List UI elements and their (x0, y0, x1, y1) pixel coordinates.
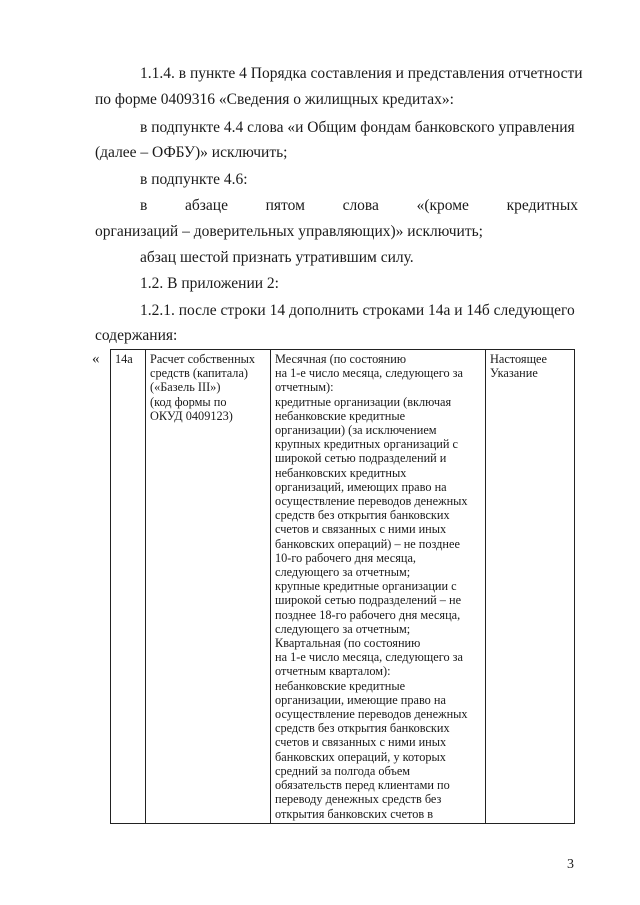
periodicity-line: осуществление переводов денежных (275, 494, 468, 509)
periodicity-line: небанковские кредитные (275, 678, 406, 693)
row-number: 14а (115, 352, 133, 366)
periodicity-line: организации) (за исключением (275, 423, 437, 438)
paragraph-1-line-2: по форме 0409316 «Сведения о жилищных кредитах»: (95, 91, 454, 108)
periodicity-line: средний за полгода объем (275, 763, 411, 778)
form-name-line: ОКУД 0409123) (150, 408, 233, 423)
opening-quote-mark: « (92, 351, 100, 367)
form-name-cell (146, 350, 271, 824)
periodicity-line: счетов и связанных с ними иных (275, 522, 447, 537)
periodicity-line: Квартальная (по состоянию (275, 636, 421, 651)
periodicity-cell (271, 350, 486, 824)
periodicity-line: кредитные организации (включая (275, 394, 452, 409)
periodicity-line: небанковских кредитных (275, 465, 407, 480)
word: кредитных (506, 197, 578, 214)
reporting-forms-table (110, 349, 575, 824)
paragraph-2-line-2: (далее – ОФБУ)» исключить; (95, 144, 288, 161)
periodicity-line: средств без открытия банковских (275, 721, 450, 736)
basis-line: Указание (490, 366, 538, 381)
periodicity-line: крупные кредитные организации с (275, 579, 457, 594)
paragraph-7-line-1: 1.2.1. после строки 14 дополнить строками 14а и 14б следующего (140, 302, 575, 319)
paragraph-7-line-2: содержания: (95, 327, 178, 344)
periodicity-line: широкой сетью подразделений – не (275, 593, 462, 608)
periodicity-line: средств без открытия банковских (275, 508, 450, 523)
periodicity-line: позднее 18-го рабочего дня месяца, (275, 607, 461, 622)
periodicity-line: открытия банковских счетов в (275, 806, 434, 821)
periodicity-line: крупных кредитных организаций с (275, 437, 459, 452)
periodicity-line: обязательств перед клиентами по (275, 778, 450, 793)
form-name-line: (код формы по (150, 394, 227, 409)
basis-line: Настоящее (490, 352, 547, 366)
periodicity-line: отчетным): (275, 380, 334, 395)
periodicity-line: Месячная (по состоянию (275, 352, 407, 366)
form-name-line: Расчет собственных (150, 352, 256, 366)
periodicity-line: банковских операций, у которых (275, 749, 446, 764)
paragraph-2-line-1: в подпункте 4.4 слова «и Общим фондам банковского управления (140, 119, 575, 136)
basis-cell (486, 350, 575, 824)
periodicity-line: следующего за отчетным; (275, 565, 411, 580)
word: слова (342, 197, 379, 214)
word: абзаце (185, 197, 228, 214)
word: пятом (265, 197, 305, 214)
form-name-line: («Базель III») (150, 380, 221, 395)
periodicity-line: 10-го рабочего дня месяца, (275, 550, 416, 565)
periodicity-line: организаций, имеющих право на (275, 479, 447, 494)
periodicity-line: небанковские кредитные (275, 408, 406, 423)
word: «(кроме (416, 197, 469, 214)
table-row (111, 350, 575, 824)
paragraph-6: 1.2. В приложении 2: (140, 275, 279, 292)
periodicity-line: банковских операций) – не позднее (275, 536, 460, 551)
periodicity-line: осуществление переводов денежных (275, 707, 468, 722)
periodicity-line: на 1-е число месяца, следующего за (275, 650, 464, 665)
paragraph-4-line-2: организаций – доверительных управляющих)» исключить; (95, 223, 483, 240)
periodicity-line: на 1-е число месяца, следующего за (275, 366, 464, 381)
paragraph-1-line-1: 1.1.4. в пункте 4 Порядка составления и представления отчетности (140, 65, 583, 82)
periodicity-line: переводу денежных средств без (275, 792, 442, 807)
periodicity-line: счетов и связанных с ними иных (275, 735, 447, 750)
paragraph-5: абзац шестой признать утратившим силу. (140, 249, 414, 266)
paragraph-4-line-1 (140, 196, 578, 216)
periodicity-line: отчетным кварталом): (275, 664, 391, 679)
word: в (140, 197, 148, 214)
periodicity-line: организации, имеющие право на (275, 692, 446, 707)
page-number: 3 (567, 857, 574, 872)
periodicity-line: широкой сетью подразделений и (275, 451, 447, 466)
periodicity-line: следующего за отчетным; (275, 621, 411, 636)
form-name-line: средств (капитала) (150, 366, 248, 381)
paragraph-3: в подпункте 4.6: (140, 171, 248, 188)
row-number-cell (111, 350, 146, 824)
